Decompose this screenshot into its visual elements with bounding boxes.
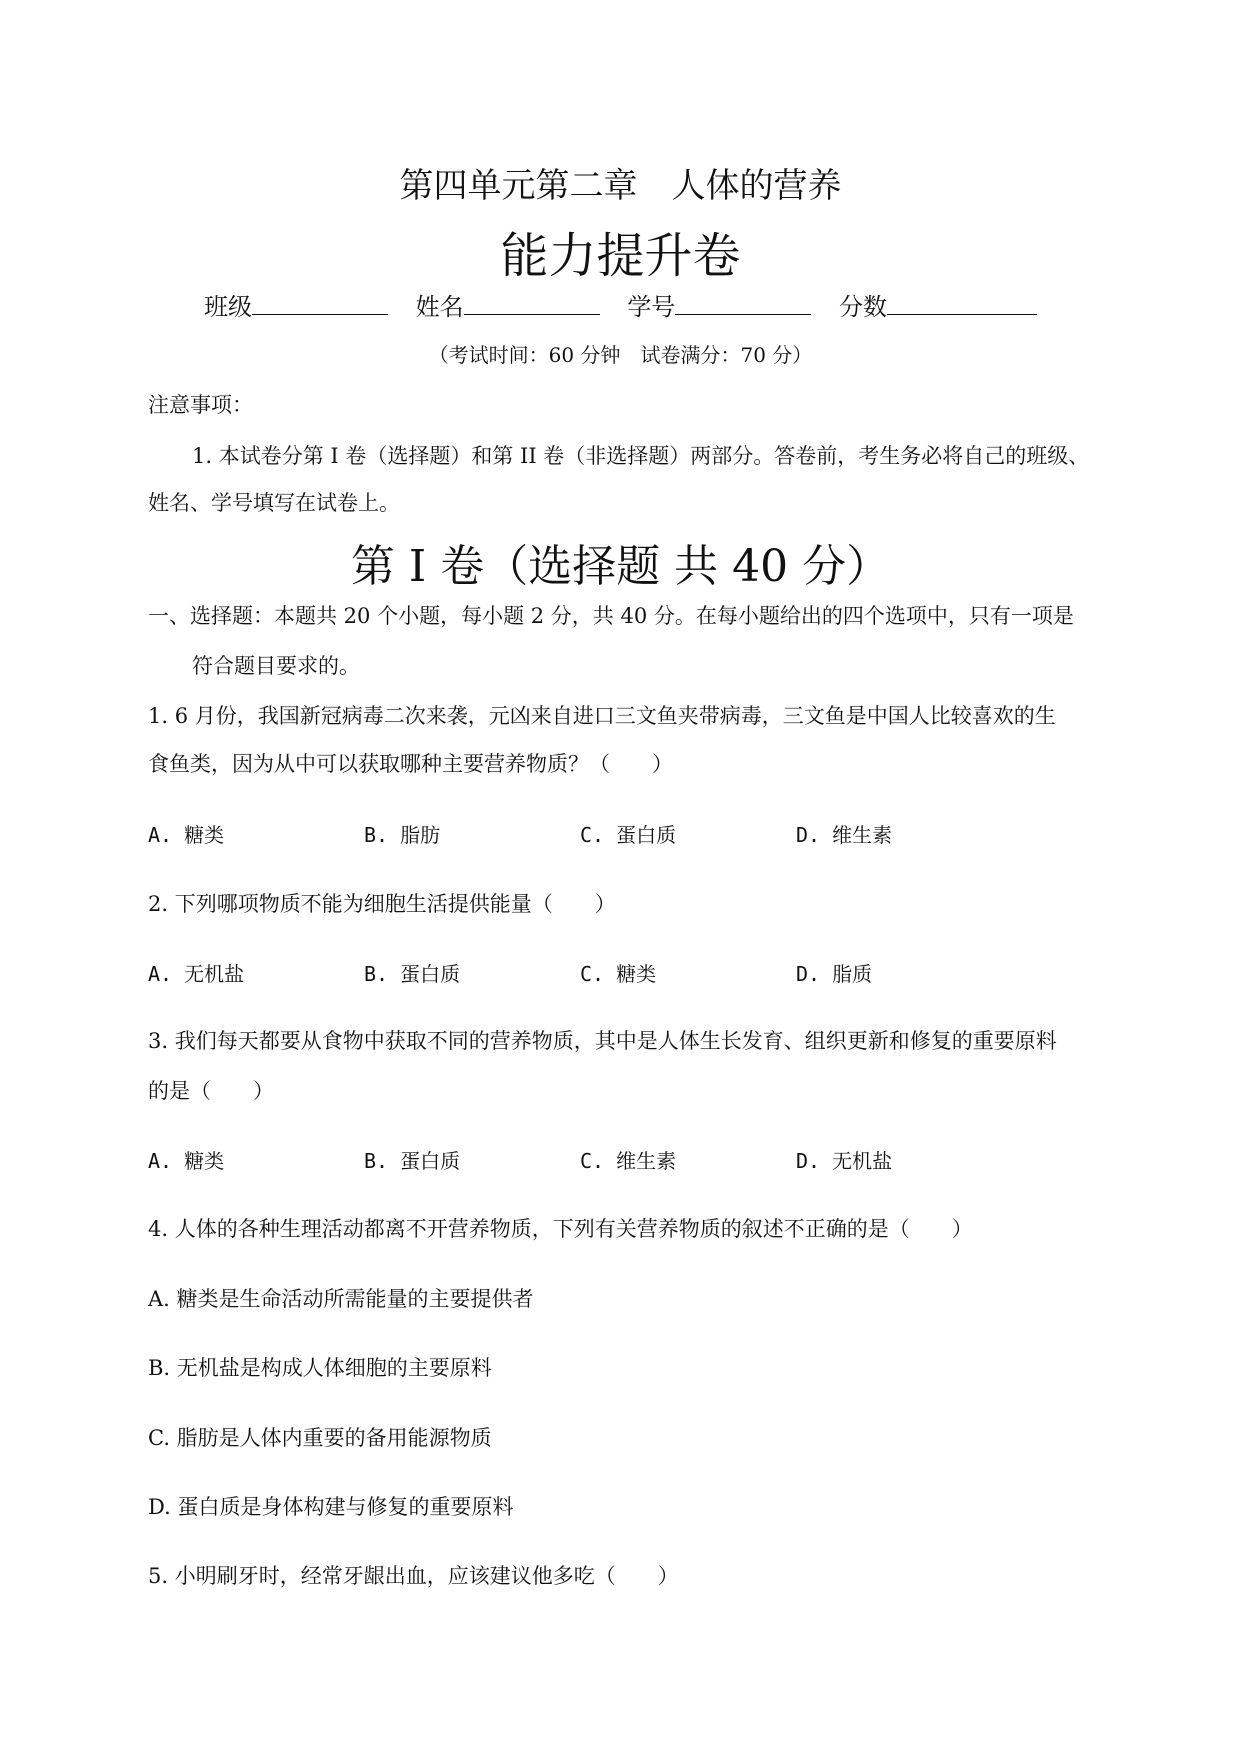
- student-info-fields: [0, 287, 1241, 322]
- question-3-option-c[interactable]: C. 维生素: [580, 1149, 677, 1173]
- field-name-blank[interactable]: [464, 292, 600, 315]
- question-1-line-1: 1. 6 月份，我国新冠病毒二次来袭，元凶来自进口三文鱼夹带病毒，三文鱼是中国人比较喜欢的生: [148, 704, 1056, 728]
- section-title: 第 I 卷（选择题 共 40 分）: [350, 541, 891, 592]
- question-3-option-b[interactable]: B. 蛋白质: [364, 1149, 461, 1173]
- section-instructions-line-2: 符合题目要求的。: [192, 654, 360, 678]
- question-2-option-a[interactable]: A. 无机盐: [148, 962, 245, 986]
- question-4-line-1: 4. 人体的各种生理活动都离不开营养物质，下列有关营养物质的叙述不正确的是（ ）: [148, 1217, 973, 1241]
- question-2-option-d[interactable]: D. 脂质: [796, 962, 873, 986]
- question-2-line-1: 2. 下列哪项物质不能为细胞生活提供能量（ ）: [148, 892, 616, 916]
- question-2-option-c[interactable]: C. 糖类: [580, 962, 657, 986]
- notes-line-2: 姓名、学号填写在试卷上。: [148, 491, 400, 515]
- question-1-option-a[interactable]: A. 糖类: [148, 823, 225, 847]
- question-4-option-a[interactable]: A. 糖类是生命活动所需能量的主要提供者: [148, 1287, 534, 1311]
- notes-line-1: 1. 本试卷分第 I 卷（选择题）和第 II 卷（非选择题）两部分。答卷前，考生务必将自己的班级、: [192, 444, 1090, 468]
- field-class-label: 班级: [204, 293, 253, 321]
- question-1-option-c[interactable]: C. 蛋白质: [580, 823, 677, 847]
- question-2-option-b[interactable]: B. 蛋白质: [364, 962, 461, 986]
- field-score-label: 分数: [838, 293, 887, 321]
- field-student-id-label: 学号: [627, 293, 676, 321]
- field-class[interactable]: [204, 287, 388, 322]
- question-3-line-2: 的是（ ）: [148, 1079, 274, 1103]
- field-name[interactable]: [416, 287, 600, 322]
- field-score-blank[interactable]: [887, 292, 1037, 315]
- section-instructions-line-1: 一、选择题：本题共 20 个小题，每小题 2 分，共 40 分。在每小题给出的四个选项中，只有一项是: [148, 604, 1074, 628]
- question-1-option-d[interactable]: D. 维生素: [796, 823, 893, 847]
- question-3-option-d[interactable]: D. 无机盐: [796, 1149, 893, 1173]
- exam-time-info: （考试时间：60 分钟 试卷满分：70 分）: [428, 343, 813, 367]
- question-4-option-c[interactable]: C. 脂肪是人体内重要的备用能源物质: [148, 1426, 492, 1450]
- field-student-id[interactable]: [627, 287, 811, 322]
- question-1-option-b[interactable]: B. 脂肪: [364, 823, 441, 847]
- exam-title: 能力提升卷: [500, 228, 741, 284]
- question-5-line-1: 5. 小明刷牙时，经常牙龈出血，应该建议他多吃（ ）: [148, 1564, 679, 1588]
- question-1-line-2: 食鱼类，因为从中可以获取哪种主要营养物质？（ ）: [148, 752, 673, 776]
- question-4-option-b[interactable]: B. 无机盐是构成人体细胞的主要原料: [148, 1356, 492, 1380]
- question-4-option-d[interactable]: D. 蛋白质是身体构建与修复的重要原料: [148, 1495, 514, 1519]
- field-name-label: 姓名: [415, 293, 464, 321]
- exam-subtitle: 第四单元第二章 人体的营养: [399, 166, 842, 206]
- field-score[interactable]: [839, 287, 1037, 322]
- notes-heading: 注意事项：: [148, 393, 253, 417]
- field-class-blank[interactable]: [252, 292, 388, 315]
- field-student-id-blank[interactable]: [675, 292, 811, 315]
- question-3-line-1: 3. 我们每天都要从食物中获取不同的营养物质，其中是人体生长发育、组织更新和修复的重要原料: [148, 1029, 1057, 1053]
- question-3-option-a[interactable]: A. 糖类: [148, 1149, 225, 1173]
